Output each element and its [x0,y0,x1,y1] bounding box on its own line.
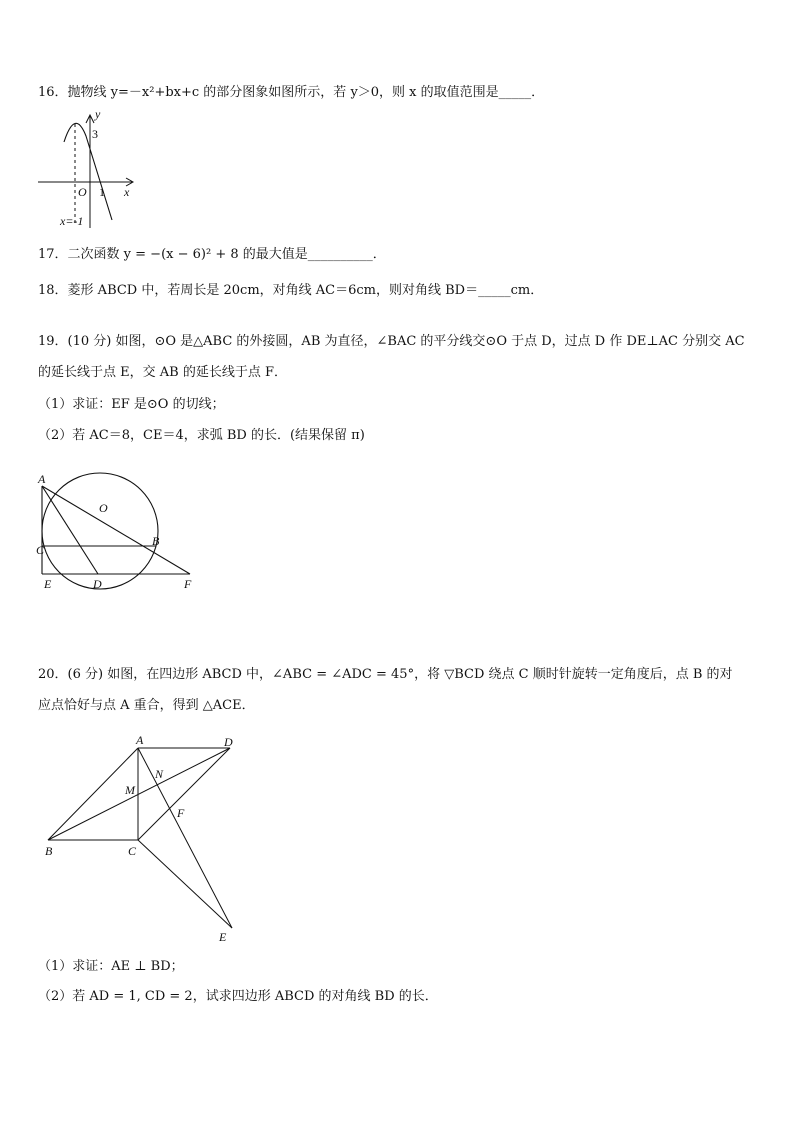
q16-label-axis: x=-1 [60,214,84,228]
q16-label-x: x [124,185,130,199]
q20-label-M: M [125,783,135,797]
q20-line1: 20．(6 分) 如图，在四边形 ABCD 中，∠ABC = ∠ADC = 45°，将 ▽BCD 绕点 C 顺时针旋转一定角度后，点 B 的对 [38,667,733,682]
q16-parabola-figure [36,108,146,230]
q20-part2: （2）若 AD = 1, CD = 2，试求四边形 ABCD 的对角线 BD 的长． [38,989,438,1004]
q19-line2: 的延长线于点 E，交 AB 的延长线于点 F． [38,365,287,380]
q19-part1: （1）求证：EF 是⊙O 的切线； [38,397,225,412]
q20-label-A: A [136,733,144,747]
q20-label-C: C [128,844,137,858]
q19-line1: 19．(10 分) 如图，⊙O 是△ABC 的外接圆，AB 为直径，∠BAC 的平分线交⊙O 于点 D，过点 D 作 DE⊥AC 分别交 AC [38,334,745,349]
q19-label-O: O [99,501,108,515]
q17-text: 17．二次函数 y = −(x − 6)² + 8 的最大值是__________． [38,247,386,262]
q19-label-C: C [36,543,45,557]
q19-label-E: E [44,577,52,591]
q16-label-1: 1 [99,185,105,199]
q16-label-O: O [78,185,87,199]
q19-label-A: A [38,472,46,486]
q20-label-N: N [155,767,164,781]
q20-label-E: E [219,930,227,944]
q19-part2: （2）若 AC＝8，CE＝4，求弧 BD 的长．(结果保留 π) [38,428,365,443]
q20-label-D: D [224,735,233,749]
q19-circle-figure [30,466,210,592]
q18-text: 18．菱形 ABCD 中，若周长是 20cm，对角线 AC＝6cm，则对角线 BD＝_____cm． [38,283,544,298]
q20-label-F: F [177,806,185,820]
q19-label-D: D [93,577,102,591]
q20-label-B: B [45,844,53,858]
q20-line2: 应点恰好与点 A 重合，得到 △ACE． [38,698,255,713]
q19-label-F: F [184,577,192,591]
q20-quadrilateral-figure [36,728,256,946]
q16-label-y: y [95,108,101,121]
q20-part1: （1）求证：AE ⊥ BD； [38,959,184,974]
q16-label-3: 3 [92,127,98,141]
q19-label-B: B [152,534,160,548]
q16-text: 16．抛物线 y=－x²+bx+c 的部分图象如图所示，若 y＞0，则 x 的取值范围是_____． [38,85,545,100]
